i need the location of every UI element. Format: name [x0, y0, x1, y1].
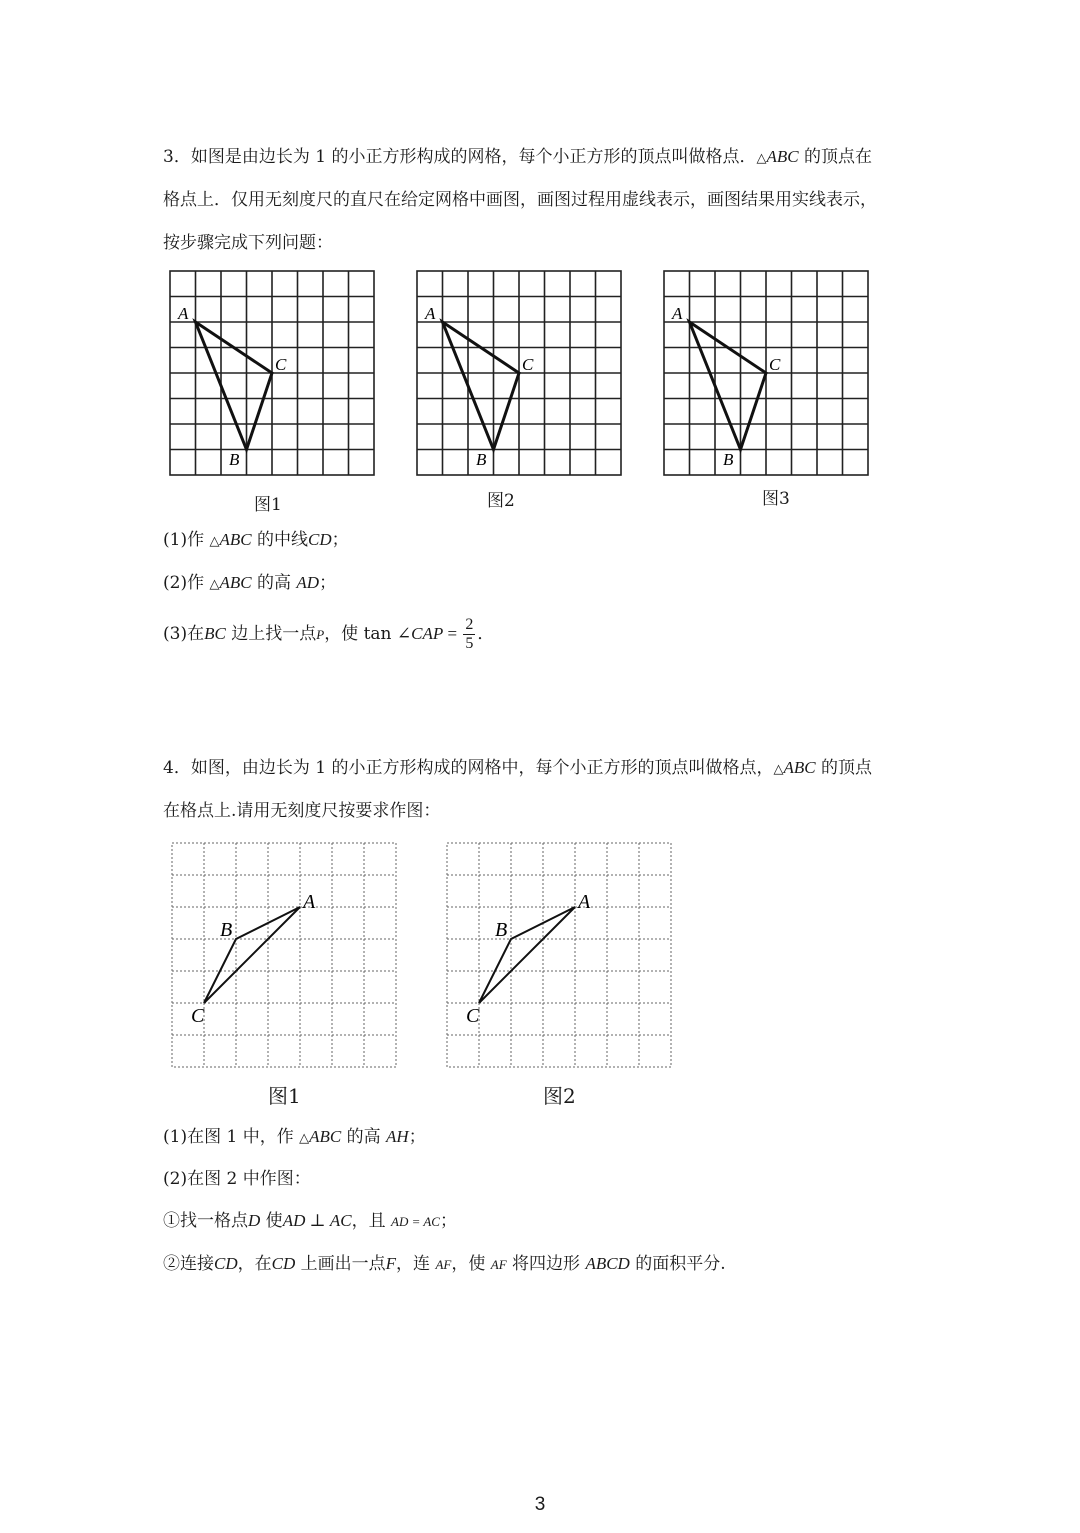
q3-line2: 格点上．仅用无刻度尺的直尺在给定网格中画图，画图过程用虚线表示，画图结果用实线表示， — [163, 190, 877, 210]
q3-caption-2: 图2 — [487, 491, 515, 511]
q4-label-c-1: C — [191, 1005, 205, 1027]
q3-caption-1: 图1 — [254, 495, 282, 515]
q4-label-c-2: C — [466, 1005, 480, 1027]
q3-label-b-3: B — [723, 450, 734, 469]
fraction-two-fifths: $\frac{2}{5}$ — [465, 616, 474, 652]
q3-triangle-abc-3 — [690, 322, 767, 450]
q3-label-b-2: B — [476, 450, 487, 469]
q4-caption-2: 图2 — [543, 1084, 576, 1108]
q4-figure-2 — [442, 838, 678, 1074]
q3-line3: 按步骤完成下列问题： — [163, 233, 333, 253]
q3-figure-1 — [165, 266, 380, 481]
q3-label-c-2: C — [522, 355, 534, 374]
q3-label-a-2: A — [425, 304, 436, 323]
q3-label-c-1: C — [275, 355, 287, 374]
q3-label-a-3: A — [672, 304, 683, 323]
q4-triangle-abc-2 — [479, 907, 575, 1003]
q3-triangle-abc-2 — [443, 322, 520, 450]
q4-dotted-grid-1 — [172, 843, 396, 1067]
q3-triangle-abc-1 — [196, 322, 273, 450]
q3-sub2: (2)作 △ABC 的高 AD； — [163, 573, 337, 593]
q4-line1: 4．如图，由边长为 1 的小正方形构成的网格中，每个小正方形的顶点叫做格点，△ABC 的顶点 — [163, 758, 872, 778]
q3-label-b-1: B — [229, 450, 240, 469]
q4-label-b-1: B — [220, 919, 233, 941]
q4-sub3: ①找一格点D 使AD ⊥ AC，且 AD = AC； — [163, 1211, 457, 1231]
q4-label-a-2: A — [578, 891, 591, 913]
q4-caption-1: 图1 — [268, 1084, 301, 1108]
q4-sub4: ②连接CD，在CD 上画出一点F，连 AF，使 AF 将四边形 ABCD 的面积平分. — [163, 1254, 726, 1274]
q4-sub2: (2)在图 2 中作图： — [163, 1169, 311, 1189]
q3-sub1: (1)作 △ABC 的中线CD； — [163, 530, 349, 550]
q3-label-c-3: C — [769, 355, 781, 374]
q4-label-a-1: A — [303, 891, 316, 913]
q4-line2: 在格点上.请用无刻度尺按要求作图： — [163, 801, 441, 821]
q3-sub3: (3)在BC 边上找一点P，使 tan ∠CAP = $\frac{2}{5}$ ． — [163, 616, 495, 652]
q4-sub1: (1)在图 1 中，作 △ABC 的高 AH； — [163, 1127, 426, 1147]
q4-label-b-2: B — [495, 919, 508, 941]
q4-figure-1 — [167, 838, 403, 1074]
q3-figure-3 — [659, 266, 874, 481]
q4-triangle-abc-1 — [204, 907, 300, 1003]
q3-figure-2 — [412, 266, 627, 481]
q3-line1: 3．如图是由边长为 1 的小正方形构成的网格，每个小正方形的顶点叫做格点．△ABC 的顶点在 — [163, 147, 872, 167]
q4-dotted-grid-2 — [447, 843, 671, 1067]
q3-caption-3: 图3 — [762, 489, 790, 509]
q3-label-a-1: A — [178, 304, 189, 323]
page-number: 3 — [534, 1494, 546, 1515]
